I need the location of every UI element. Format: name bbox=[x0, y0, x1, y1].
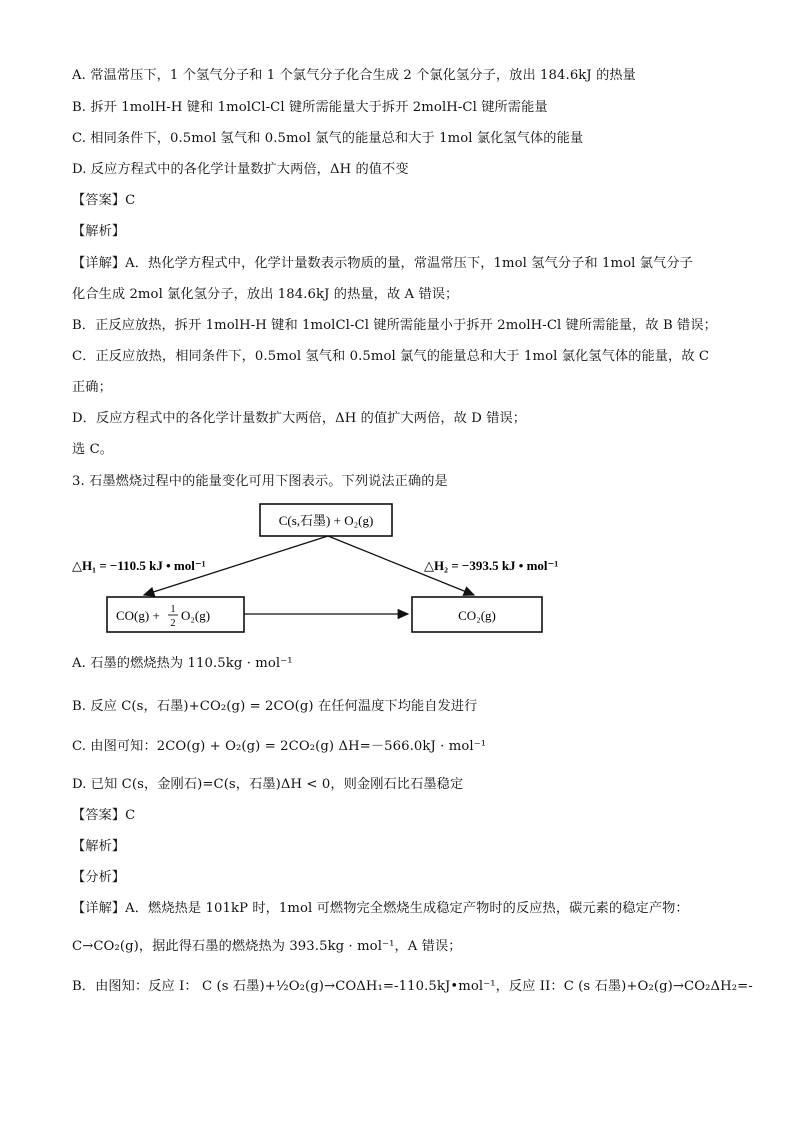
top-box-label: C(s,石墨) + O₂(g) bbox=[278, 513, 374, 528]
q2-detail-a-cont: 化合生成 2mol 氯化氢分子，放出 184.6kJ 的热量，故 A 错误； bbox=[72, 287, 459, 302]
q3-detail-a-cont: C→CO₂(g)，据此得石墨的燃烧热为 393.5kg · mol⁻¹，A 错误； bbox=[72, 939, 462, 954]
q3-option-b: B. 反应 C(s，石墨)+CO₂(g) = 2CO(g) 在任何温度下均能自发进行 bbox=[72, 699, 478, 714]
left-box-fraction-num: 1 bbox=[170, 604, 176, 615]
q2-detail-c: C．正反应放热，相同条件下，0.5mol 氢气和 0.5mol 氯气的能量总和大于 1mol 氯化氢气体的能量，故 C bbox=[72, 349, 710, 364]
left-box-o2: O₂(g) bbox=[181, 608, 211, 623]
q2-conclusion: 选 C。 bbox=[72, 442, 114, 457]
q3-answer: 【答案】C bbox=[72, 808, 136, 823]
energy-diagram bbox=[66, 500, 586, 645]
q3-option-a: A. 石墨的燃烧热为 110.5kg · mol⁻¹ bbox=[72, 656, 293, 671]
q3-analyze-label: 【分析】 bbox=[72, 870, 126, 885]
q2-detail-a: 【详解】A．热化学方程式中，化学计量数表示物质的量，常温常压下，1mol 氢气分子和 1mol 氯气分子 bbox=[72, 256, 693, 271]
q2-option-d: D. 反应方程式中的各化学计量数扩大两倍，ΔH 的值不变 bbox=[72, 162, 409, 177]
q3-detail-b: B．由图知：反应 I： C (s 石墨)+½O₂(g)→COΔH₁=-110.5kJ•mol⁻¹，反应 II：C (s 石墨)+O₂(g)→CO₂ΔH₂=- bbox=[72, 979, 753, 994]
q2-option-a: A. 常温常压下，1 个氢气分子和 1 个氯气分子化合生成 2 个氯化氢分子，放出 184.6kJ 的热量 bbox=[72, 68, 636, 83]
q3-option-d: D. 已知 C(s，金刚石)=C(s，石墨)ΔH < 0，则金刚石比石墨稳定 bbox=[72, 777, 464, 792]
left-box-fraction-den: 2 bbox=[170, 618, 176, 629]
energy-diagram-svg bbox=[66, 500, 586, 645]
right-box-label: CO₂(g) bbox=[458, 608, 496, 623]
q2-option-c: C. 相同条件下，0.5mol 氢气和 0.5mol 氯气的能量总和大于 1mol 氯化氢气体的能量 bbox=[72, 131, 584, 146]
q3-detail-a: 【详解】A．燃烧热是 101kP 时，1mol 可燃物完全燃烧生成稳定产物时的反应热，碳元素的稳定产物： bbox=[72, 901, 689, 916]
q2-answer: 【答案】C bbox=[72, 193, 136, 208]
q2-detail-d: D．反应方程式中的各化学计量数扩大两倍，ΔH 的值扩大两倍，故 D 错误； bbox=[72, 411, 527, 426]
delta-h2-label: △H₂ = −393.5 kJ • mol⁻¹ bbox=[424, 558, 559, 573]
q3-option-c: C. 由图可知：2CO(g) + O₂(g) = 2CO₂(g) ΔH=－566.0kJ · mol⁻¹ bbox=[72, 739, 487, 754]
q2-detail-b: B．正反应放热，拆开 1molH-H 键和 1molCl-Cl 键所需能量小于拆开 2molH-Cl 键所需能量，故 B 错误； bbox=[72, 318, 717, 333]
q2-option-b: B. 拆开 1molH-H 键和 1molCl-Cl 键所需能量大于拆开 2molH-Cl 键所需能量 bbox=[72, 100, 548, 115]
q2-detail-c-cont: 正确； bbox=[72, 380, 112, 395]
q2-analysis-label: 【解析】 bbox=[72, 224, 126, 239]
left-box-co: CO(g) + bbox=[116, 608, 160, 623]
delta-h1-label: △H₁ = −110.5 kJ • mol⁻¹ bbox=[72, 558, 206, 573]
q3-analysis-label: 【解析】 bbox=[72, 839, 126, 854]
q3-stem: 3. 石墨燃烧过程中的能量变化可用下图表示。下列说法正确的是 bbox=[72, 474, 448, 489]
